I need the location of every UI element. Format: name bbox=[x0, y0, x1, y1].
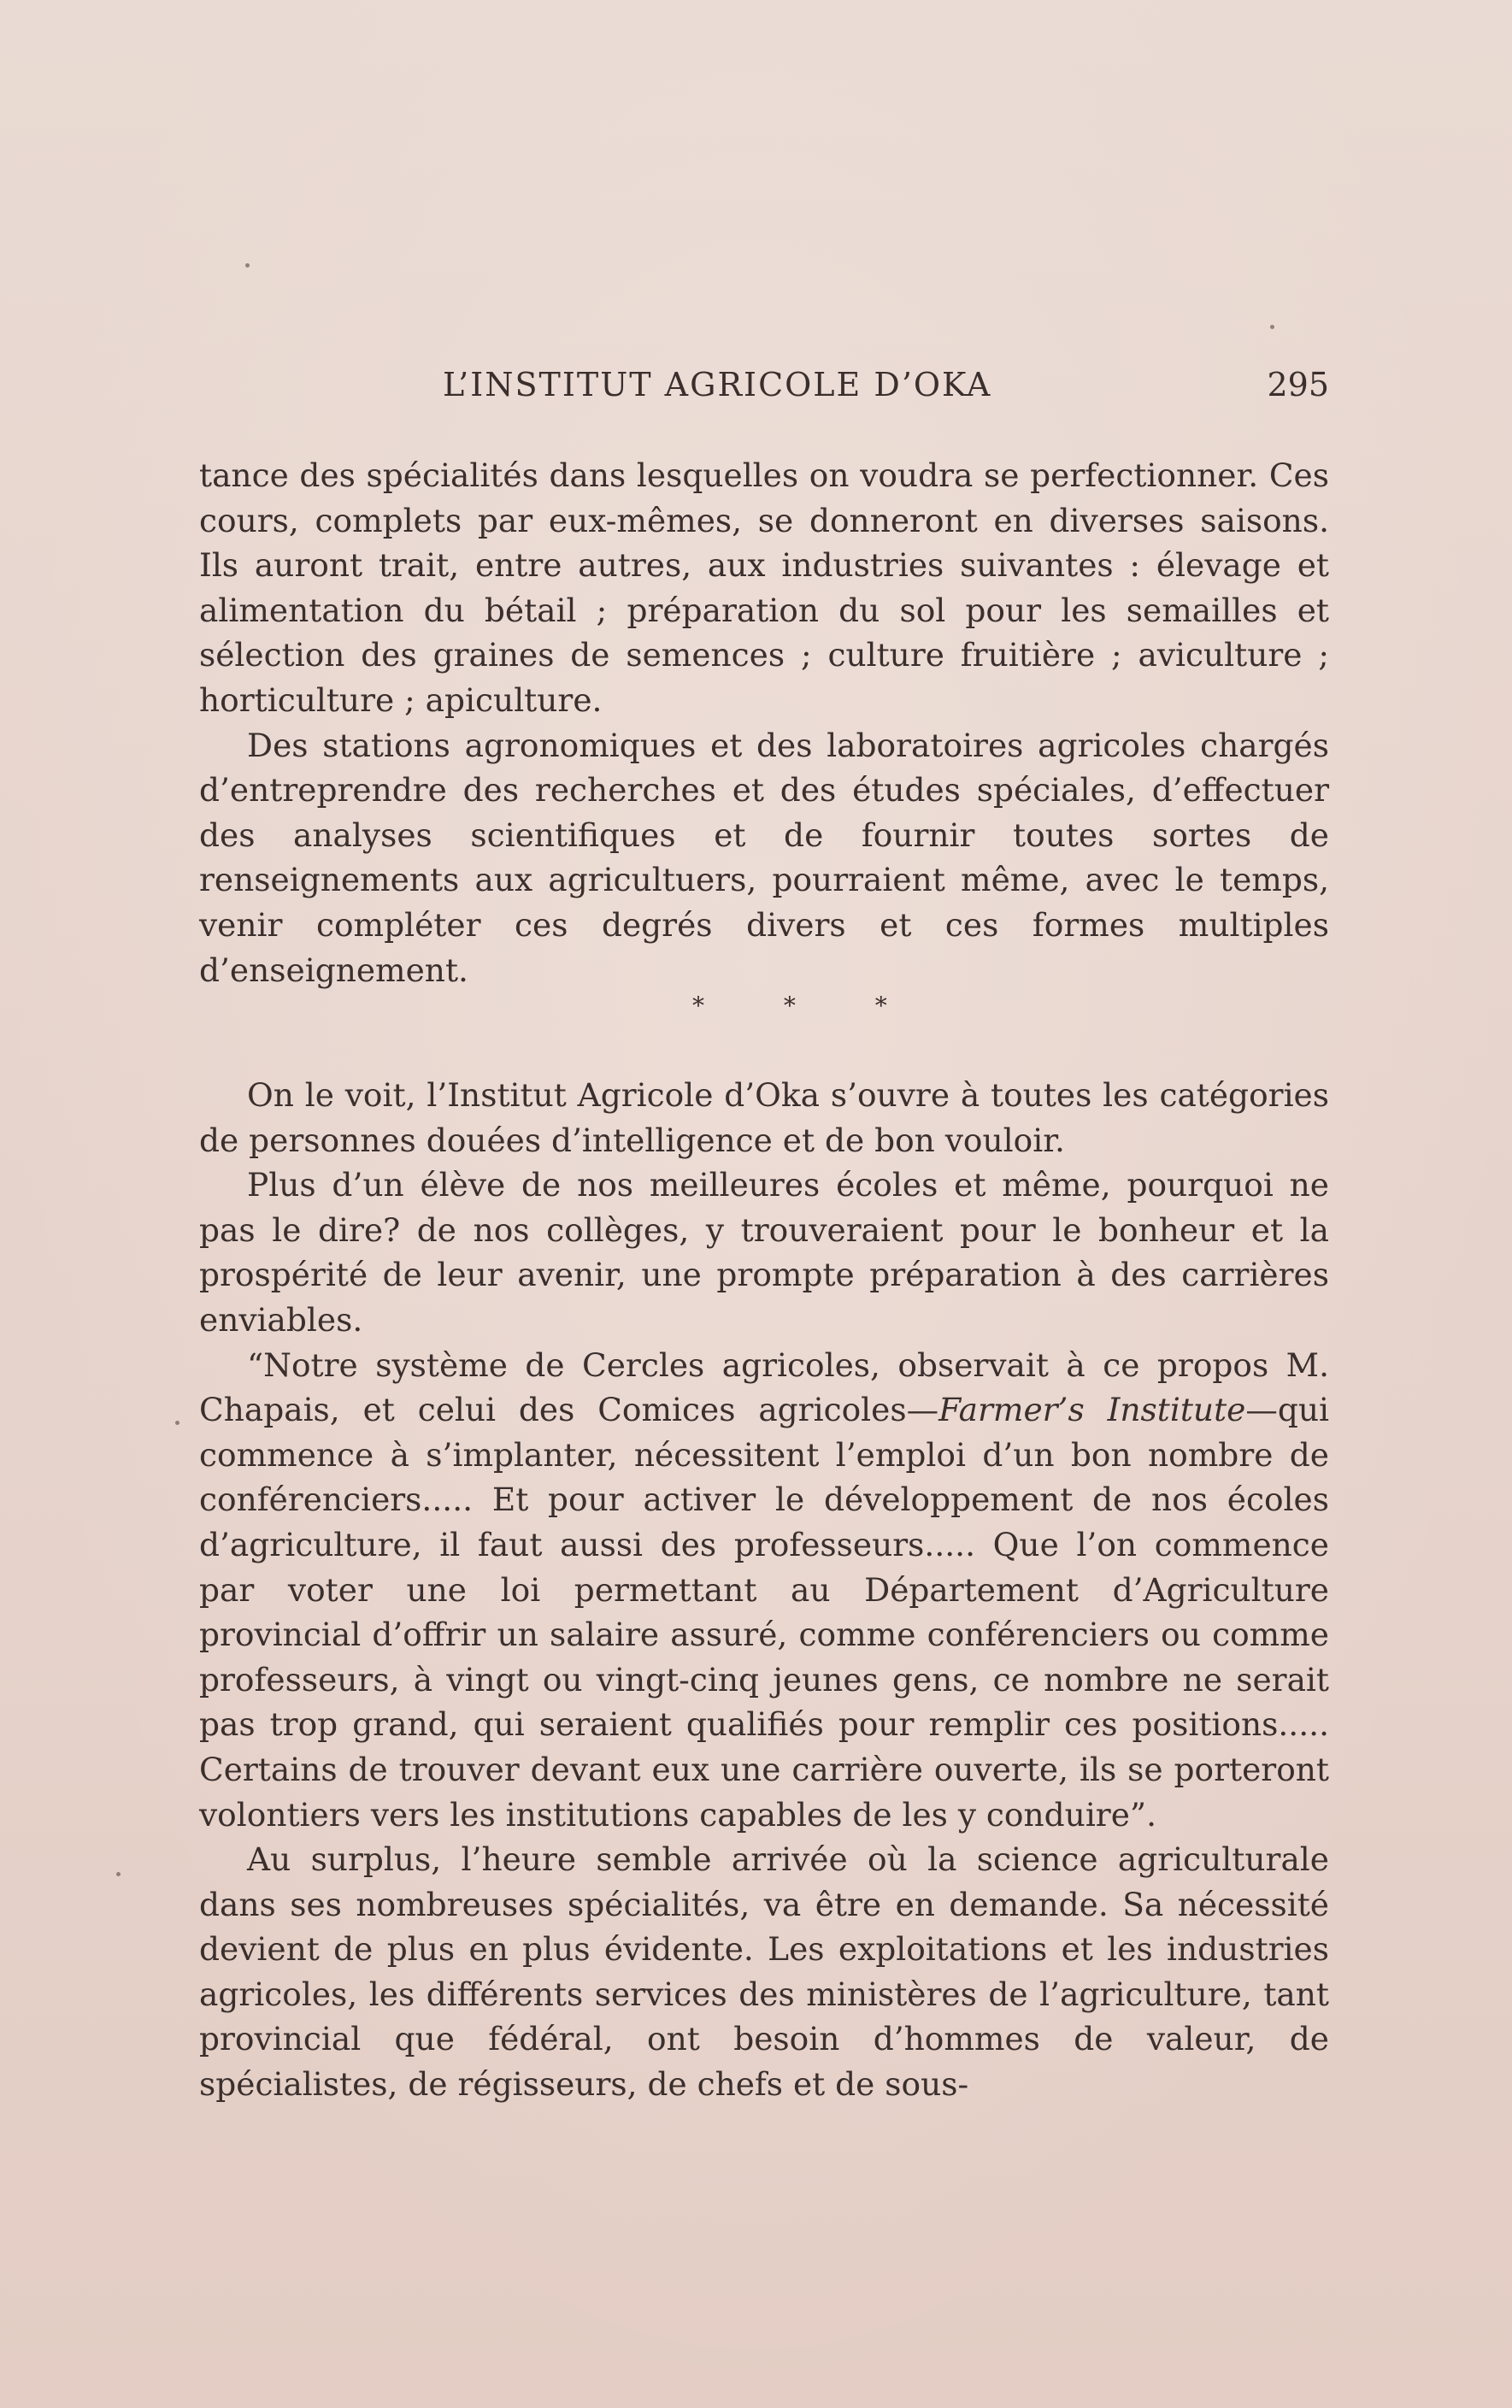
section-separator: * * * bbox=[692, 992, 923, 1020]
text-block-bottom bbox=[199, 1073, 1329, 2107]
paragraph: On le voit, l’Institut Agricole d’Oka s’ouvre à toutes les catégories de personnes douées d’intelligence et de bon vouloir. bbox=[199, 1076, 1329, 1159]
running-header bbox=[199, 366, 1329, 417]
text-block-top bbox=[199, 453, 1329, 992]
quotation-paragraph bbox=[199, 1343, 1329, 1838]
paper-speck bbox=[245, 263, 250, 268]
quote-text-start: “Notre système de Cercles agricoles, observait à ce propos M. Chapais, et celui des Comices agricoles— bbox=[199, 1345, 1329, 1429]
paper-speck bbox=[116, 1872, 121, 1876]
paragraph: Des stations agronomiques et des laboratoires agricoles chargés d’entreprendre des recherches et des études spéciales, d’effectuer des analyses scientifiques et de fournir toutes sortes de renseignements aux agricultuers, pourraient même, avec le temps, venir compléter ces degrés divers et ces formes multiples d’enseignement. bbox=[199, 726, 1329, 989]
quote-italic-term: Farmer’s Institute bbox=[938, 1391, 1246, 1429]
paragraph: Au surplus, l’heure semble arrivée où la science agriculturale dans ses nombreuses spécialités, va être en demande. Sa nécessité devient de plus en plus évidente. Les exploitations et les industries agricoles, les différents services des ministères de l’agriculture, tant provincial que fédéral, ont besoin d’hommes de valeur, de spécialistes, de régisseurs, de chefs et de sous- bbox=[199, 1840, 1329, 2104]
paper-speck bbox=[175, 1421, 179, 1425]
running-title: L’INSTITUT AGRICOLE D’OKA bbox=[443, 366, 992, 403]
page-number: 295 bbox=[1267, 366, 1329, 403]
quote-text-end: —qui commence à s’implanter, nécessitent l’emploi d’un bon nombre de conférenciers..... Et pour activer le développement de nos écoles d’agriculture, il faut aussi des professeurs..... Que l’on commence par voter une loi permettant au Département d’Agriculture provincial d’offrir un salaire assuré, comme conférenciers ou comme professeurs, à vingt ou vingt-cinq jeunes gens, ce nombre ne serait pas trop grand, qui seraient qualifiés pour remplir ces positions..... Certains de trouver devant eux une carrière ouverte, ils se porteront volontiers vers les institutions capables de les y conduire”. bbox=[199, 1391, 1329, 1834]
paragraph: Plus d’un élève de nos meilleures écoles et même, pourquoi ne pas le dire? de nos collèges, y trouveraient pour le bonheur et la prospérité de leur avenir, une prompte préparation à des carrières enviables. bbox=[199, 1166, 1329, 1339]
paper-speck bbox=[1270, 325, 1274, 329]
paragraph-continued: tance des spécialités dans lesquelles on voudra se perfectionner. Ces cours, complets par eux-mêmes, se donneront en diverses saisons. Ils auront trait, entre autres, aux industries suivantes : élevage et alimentation du bétail ; préparation du sol pour les semailles et sélection des graines de semences ; culture fruitière ; aviculture ; horticulture ; apiculture. bbox=[199, 456, 1329, 719]
